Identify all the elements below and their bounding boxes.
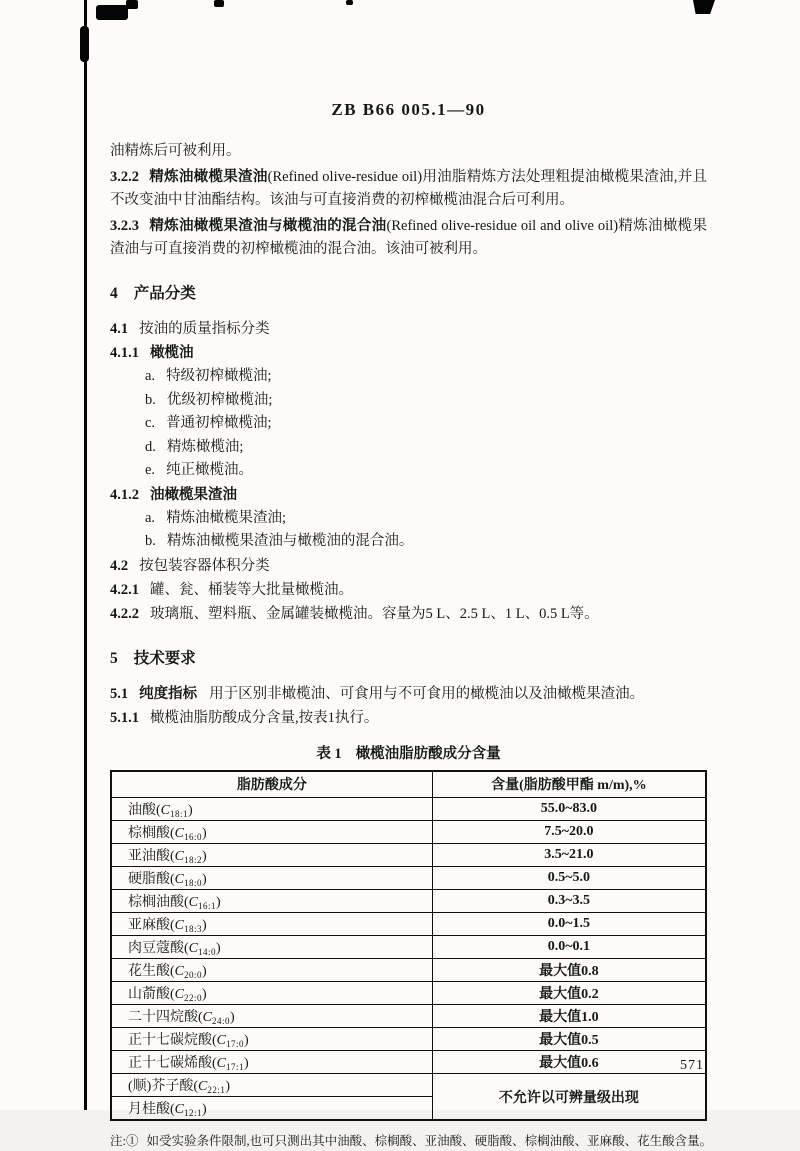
- clause-text: 用于区别非橄榄油、可食用与不可食用的橄榄油以及油橄榄果渣油。: [209, 685, 645, 702]
- note-text: 如受实验条件限制,也可只测出其中油酸、棕榈酸、亚油酸、硬脂酸、棕榈油酸、亚麻酸、花生酸含量。: [146, 1134, 713, 1148]
- fatty-acid-name: 油酸$(C_{18:1})$: [111, 798, 432, 821]
- page-number: 571: [680, 1058, 704, 1073]
- content-value: 0.5~5.0: [432, 867, 706, 890]
- clause-term: 纯度指标: [139, 685, 198, 702]
- table-row: [111, 1028, 706, 1051]
- fatty-acid-name: 肉豆蔻酸$(C_{14:0})$: [111, 936, 432, 959]
- section-number: 4: [110, 285, 118, 302]
- note-label: 注:①: [110, 1134, 139, 1148]
- table-note: [110, 1132, 713, 1151]
- list-item: [145, 365, 707, 389]
- fatty-acid-name: (顺)芥子酸$(C_{22:1})$: [111, 1074, 432, 1097]
- clause-text: 玻璃瓶、塑料瓶、金属罐装橄榄油。容量为5 L、2.5 L、1 L、0.5 L等。: [150, 605, 599, 622]
- table-row: [111, 1051, 706, 1074]
- fatty-acid-name: 月桂酸$(C_{12:1})$: [111, 1097, 432, 1121]
- clause-term: 精炼油橄榄果渣油与橄榄油的混合油: [149, 218, 387, 234]
- list-item: [145, 412, 707, 436]
- fatty-acid-name: 正十七碳烯酸$(C_{17:1})$: [111, 1051, 432, 1074]
- scan-artifact-left-line: [84, 0, 87, 1110]
- clause-number: 4.2.2: [110, 605, 139, 622]
- clause-4-1: [110, 317, 707, 341]
- clause-4-1-1: [110, 341, 707, 365]
- clause-3-2-2: [110, 166, 707, 212]
- fatty-acid-name: 亚油酸$(C_{18:2})$: [111, 844, 432, 867]
- clause-number: 4.1.1: [110, 345, 139, 361]
- clause-text: (Refined olive-residue oil)用油脂精炼方法处理粗提油橄榄果渣油,并且不改变油中甘油酯结构。该油与可直接消费的初榨橄榄油混合后可利用。: [110, 169, 708, 208]
- content-value: 0.0~1.5: [432, 913, 706, 936]
- clause-4-2: [110, 554, 707, 578]
- clause-4-1-2: [110, 483, 707, 507]
- scan-artifact-left-blob: [80, 26, 89, 62]
- clause-text: 橄榄油: [150, 345, 194, 361]
- clause-text: (Refined olive-residue oil and olive oil)精炼油橄榄果渣油与可直接消费的初榨橄榄油的混合油。该油可被利用。: [110, 218, 707, 257]
- table-row: [111, 867, 706, 890]
- clause-number: 4.1: [110, 321, 129, 337]
- section-4-heading: [110, 281, 707, 303]
- content-value: 最大值0.8: [432, 959, 706, 982]
- list-item: [145, 389, 707, 413]
- table-row: [111, 844, 706, 867]
- residue-oil-type-list: [145, 507, 707, 554]
- clause-number: 4.1.2: [110, 486, 139, 503]
- fatty-acid-name: 正十七碳烷酸$(C_{17:0})$: [111, 1028, 432, 1051]
- olive-oil-type-list: [145, 365, 707, 483]
- clause-term: 精炼油橄榄果渣油: [149, 169, 268, 185]
- table-row: [111, 959, 706, 982]
- list-marker: b.: [145, 391, 156, 408]
- section-number: 5: [110, 649, 118, 667]
- list-text: 普通初榨橄榄油;: [166, 415, 272, 431]
- list-marker: c.: [145, 415, 156, 431]
- table-row: [111, 936, 706, 959]
- list-text: 精炼油橄榄果渣油与橄榄油的混合油。: [166, 533, 414, 549]
- section-title: 技术要求: [133, 649, 196, 667]
- list-marker: a.: [145, 368, 156, 384]
- list-item: [145, 459, 707, 483]
- clause-number: 3.2.2: [110, 169, 139, 185]
- clause-3-2-3: [110, 215, 707, 261]
- section-5-heading: [110, 646, 707, 668]
- clause-5-1: [110, 682, 707, 706]
- content-value: 不允许以可辨量级出现: [432, 1074, 706, 1121]
- content-value: 最大值0.5: [432, 1028, 706, 1051]
- fatty-acid-table: [110, 770, 707, 1122]
- clause-number: 4.2.1: [110, 581, 139, 598]
- list-text: 精炼油橄榄果渣油;: [166, 509, 287, 526]
- content-value: 3.5~21.0: [432, 844, 706, 867]
- clause-4-2-2: [110, 602, 707, 626]
- table-caption-label: 表 1: [316, 745, 342, 762]
- content-value: 7.5~20.0: [432, 821, 706, 844]
- content-value: 最大值1.0: [432, 1005, 706, 1028]
- scan-artifact-corner: [693, 0, 715, 14]
- table-caption-title: 橄榄油脂肪酸成分含量: [355, 745, 501, 762]
- clause-text: 油橄榄果渣油: [150, 486, 237, 503]
- fatty-acid-name: 二十四烷酸$(C_{24:0})$: [111, 1005, 432, 1028]
- table-caption: [110, 742, 707, 763]
- table-row: [111, 913, 706, 936]
- fatty-acid-name: 山萮酸$(C_{22:0})$: [111, 982, 432, 1005]
- content-value: 0.0~0.1: [432, 936, 706, 959]
- scan-artifact-dot: [346, 0, 353, 5]
- list-item: [145, 530, 707, 554]
- clause-number: 4.2: [110, 557, 129, 574]
- clause-text: 罐、瓮、桶装等大批量橄榄油。: [150, 581, 353, 598]
- table-row: [111, 982, 706, 1005]
- fatty-acid-name: 棕榈酸$(C_{16:0})$: [111, 821, 432, 844]
- table-row: [111, 890, 706, 913]
- fatty-acid-name: 亚麻酸$(C_{18:3})$: [111, 913, 432, 936]
- clause-text: 按包装容器体积分类: [139, 557, 270, 574]
- list-item: [145, 507, 707, 531]
- list-text: 纯正橄榄油。: [166, 462, 254, 478]
- clause-5-1-1: [110, 706, 707, 730]
- scan-artifact-top-bar: [96, 5, 128, 20]
- clause-number: 5.1: [110, 685, 129, 702]
- list-marker: d.: [145, 438, 156, 455]
- table-row: [111, 1005, 706, 1028]
- table-row: [111, 798, 706, 821]
- section-title: 产品分类: [133, 285, 196, 302]
- content-value: 0.3~3.5: [432, 890, 706, 913]
- list-text: 优级初榨橄榄油;: [166, 391, 273, 408]
- table-row: [111, 1074, 706, 1097]
- table-header-row: [111, 771, 706, 798]
- fatty-acid-name: 花生酸$(C_{20:0})$: [111, 959, 432, 982]
- list-marker: b.: [145, 533, 156, 549]
- list-marker: a.: [145, 509, 156, 526]
- fatty-acid-name: 硬脂酸$(C_{18:0})$: [111, 867, 432, 890]
- continuation-paragraph: 油精炼后可被利用。: [110, 143, 241, 159]
- content-value: 最大值0.6: [432, 1051, 706, 1074]
- list-item: [145, 436, 707, 460]
- clause-text: 橄榄油脂肪酸成分含量,按表1执行。: [150, 709, 379, 726]
- standard-code: ZB B66 005.1—90: [331, 100, 486, 119]
- column-header-fatty-acid: 脂肪酸成分: [111, 771, 432, 798]
- document-content: [110, 100, 713, 1151]
- clause-number: 5.1.1: [110, 709, 139, 726]
- scan-artifact-dot: [214, 0, 224, 7]
- clause-number: 3.2.3: [110, 218, 139, 234]
- clause-text: 按油的质量指标分类: [139, 321, 270, 337]
- clause-4-2-1: [110, 578, 707, 602]
- list-text: 特级初榨橄榄油;: [166, 368, 272, 384]
- table-row: [111, 821, 706, 844]
- scan-artifact-top-bar: [126, 0, 138, 9]
- fatty-acid-table-body: [111, 798, 706, 1121]
- content-value: 最大值0.2: [432, 982, 706, 1005]
- column-header-content: 含量(脂肪酸甲酯 m/m),%: [432, 771, 706, 798]
- fatty-acid-name: 棕榈油酸$(C_{16:1})$: [111, 890, 432, 913]
- list-marker: e.: [145, 462, 156, 478]
- list-text: 精炼橄榄油;: [166, 438, 244, 455]
- content-value: 55.0~83.0: [432, 798, 706, 821]
